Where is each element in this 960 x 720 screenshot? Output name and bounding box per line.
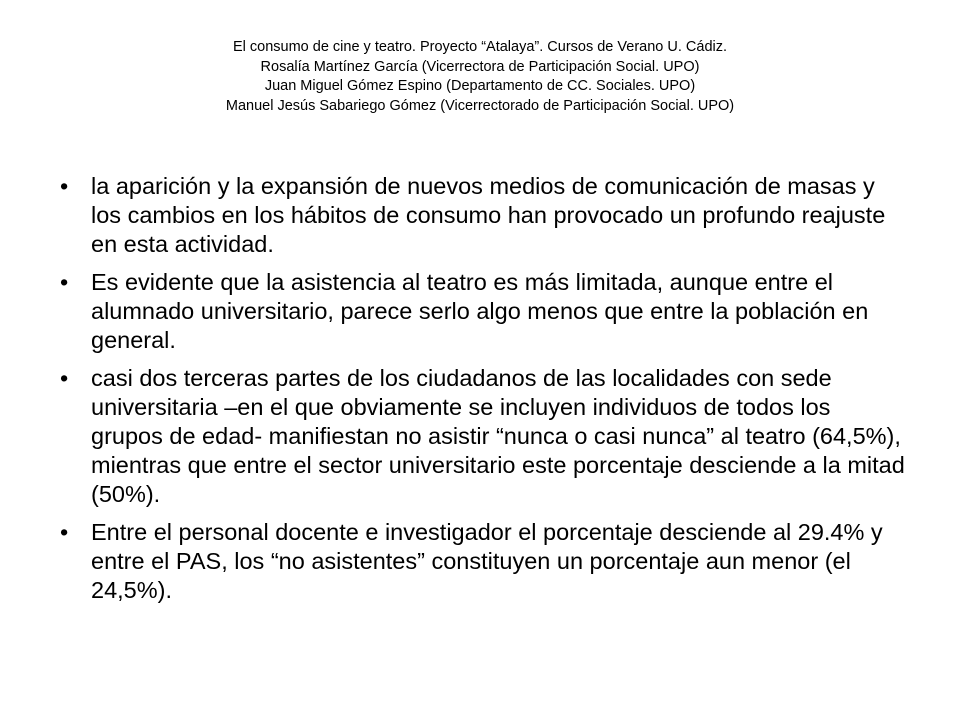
bullet-text: Es evidente que la asistencia al teatro es más limitada, aunque entre el alumnado universitario, parece serlo algo menos que entre la población en general. (91, 269, 869, 353)
slide-header (60, 38, 900, 116)
bullet-icon: • (60, 173, 69, 199)
bullet-item (60, 172, 906, 259)
bullet-text: la aparición y la expansión de nuevos medios de comunicación de masas y los cambios en los hábitos de consumo han provocado un profundo reajuste en esta actividad. (91, 173, 886, 257)
header-line-author-1: Rosalía Martínez García (Vicerrectora de Participación Social. UPO) (260, 58, 700, 75)
bullet-icon: • (60, 269, 69, 295)
bullet-icon: • (60, 365, 69, 391)
header-line-author-3: Manuel Jesús Sabariego Gómez (Vicerrectorado de Participación Social. UPO) (225, 97, 735, 114)
bullet-text: casi dos terceras partes de los ciudadanos de las localidades con sede universitaria –en el que obviamente se incluyen individuos de todos los grupos de edad- manifiestan no asistir “nunca o casi nunca” al teatro (64,5%), mientras que entre el sector universitario este porcentaje desciende a la mitad (50%). (91, 365, 905, 507)
header-line-author-2: Juan Miguel Gómez Espino (Departamento de CC. Sociales. UPO) (264, 78, 696, 94)
bullet-item (60, 364, 906, 509)
bullet-item (60, 518, 906, 605)
header-line-title: El consumo de cine y teatro. Proyecto “Atalaya”. Cursos de Verano U. Cádiz. (232, 39, 728, 55)
bullet-text: Entre el personal docente e investigador el porcentaje desciende al 29.4% y entre el PAS, los “no asistentes” constituyen un porcentaje aun menor (el 24,5%). (91, 519, 883, 603)
bullet-icon: • (60, 519, 69, 545)
bullet-list (60, 172, 920, 614)
bullet-item (60, 268, 906, 355)
